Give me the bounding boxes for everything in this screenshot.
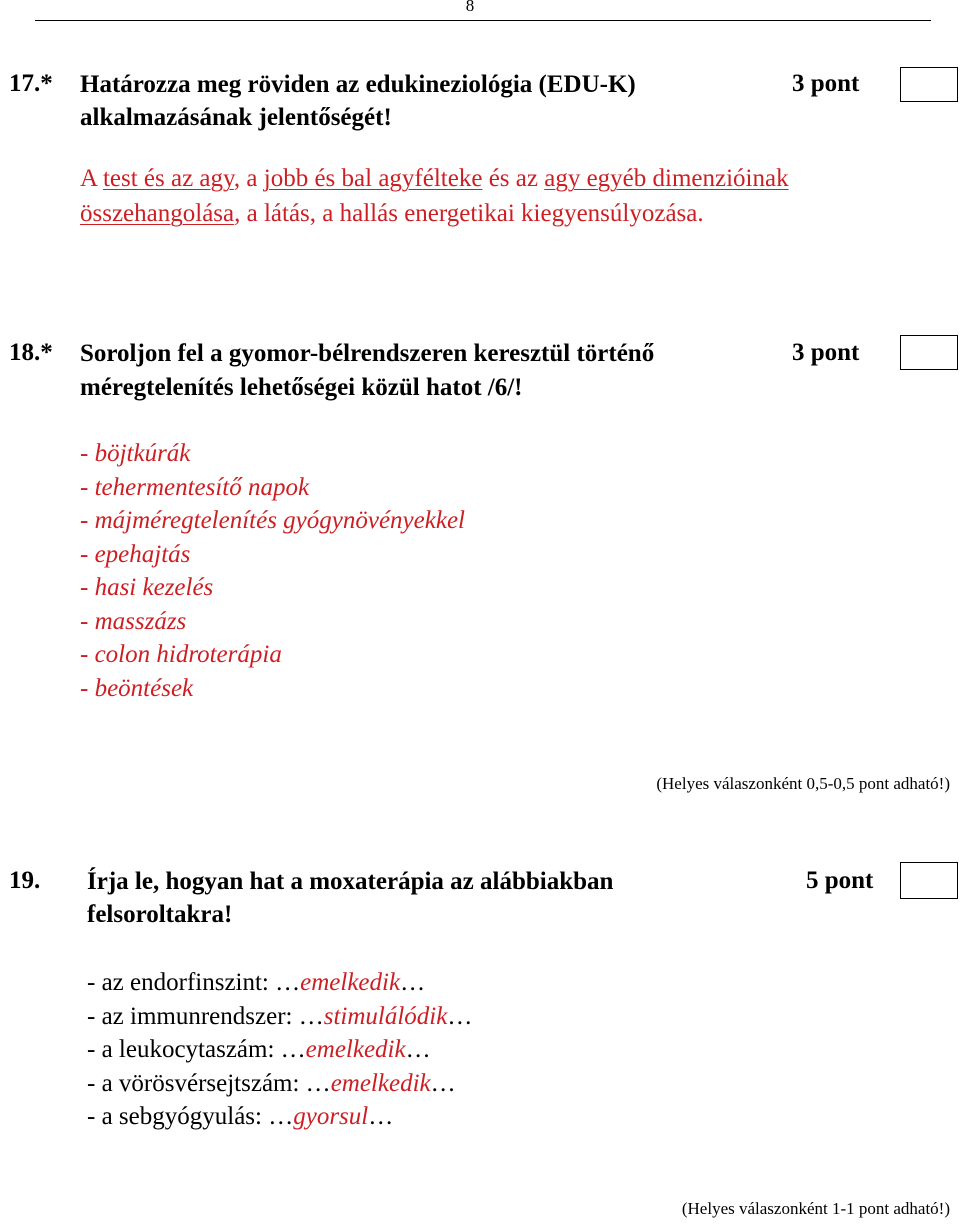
list-item: - hasi kezelés bbox=[80, 574, 214, 601]
list-item: - epehajtás bbox=[80, 540, 191, 568]
question-17-title-line1: Határozza meg röviden az edukineziológia (EDU-K) bbox=[80, 71, 636, 98]
item-answer: gyorsul bbox=[293, 1103, 369, 1131]
item-label: - a vörösvérsejtszám: … bbox=[87, 1069, 331, 1097]
answer-underlined-phrase: jobb és bal agyfélteke bbox=[263, 165, 483, 192]
question-19-score-box[interactable] bbox=[900, 862, 958, 899]
answer-text: és az bbox=[482, 165, 545, 192]
list-item bbox=[87, 1000, 472, 1034]
question-19-title-line2: felsoroltakra! bbox=[87, 901, 233, 928]
list-item: - májméregtelenítés gyógynövényekkel bbox=[80, 507, 465, 534]
header-rule bbox=[35, 20, 931, 21]
question-19-number: 19. bbox=[9, 867, 41, 894]
list-item: - tehermentesítő napok bbox=[80, 473, 310, 501]
question-19-title-line1: Írja le, hogyan hat a moxaterápia az alábbiakban bbox=[87, 868, 614, 895]
list-item: - colon hidroterápia bbox=[80, 641, 282, 668]
list-item: - masszázs bbox=[80, 607, 187, 635]
item-label: - a leukocytaszám: … bbox=[87, 1036, 306, 1064]
item-answer: emelkedik bbox=[300, 969, 401, 996]
item-answer: emelkedik bbox=[305, 1036, 406, 1064]
item-ellipsis: … bbox=[430, 1069, 456, 1097]
question-17-title-line2: alkalmazásának jelentőségét! bbox=[80, 104, 392, 131]
question-17-number: 17.* bbox=[9, 70, 53, 97]
item-ellipsis: … bbox=[368, 1103, 394, 1131]
list-item bbox=[87, 1033, 472, 1067]
question-18-title-line1: Soroljon fel a gyomor-bélrendszeren keresztül történő bbox=[80, 340, 655, 367]
question-19-points: 5 pont bbox=[806, 867, 874, 894]
question-18-number: 18.* bbox=[9, 339, 53, 366]
page-number: 8 bbox=[465, 0, 475, 15]
answer-underlined-phrase: test és az agy bbox=[102, 165, 234, 192]
question-18-answer-list bbox=[80, 437, 465, 705]
item-answer: emelkedik bbox=[330, 1069, 431, 1097]
answer-text: , a látás, a hallás energetikai kiegyensúlyozása. bbox=[234, 200, 704, 227]
item-ellipsis: … bbox=[447, 1002, 473, 1030]
question-19-answer-list bbox=[87, 966, 472, 1134]
item-label: - az endorfinszint: … bbox=[87, 969, 301, 996]
question-18-title-line2: méregtelenítés lehetőségei közül hatot /6/! bbox=[80, 374, 523, 401]
answer-text: , a bbox=[233, 165, 264, 192]
question-17-answer-line2 bbox=[80, 197, 704, 232]
question-18-points: 3 pont bbox=[792, 339, 860, 366]
list-item bbox=[87, 1100, 472, 1134]
question-17-answer-line1 bbox=[80, 162, 789, 197]
list-item: - beöntések bbox=[80, 674, 194, 702]
answer-underlined-phrase: összehangolása bbox=[80, 200, 235, 227]
item-ellipsis: … bbox=[400, 969, 426, 996]
list-item bbox=[87, 966, 472, 1000]
question-17-score-box[interactable] bbox=[900, 67, 958, 102]
item-ellipsis: … bbox=[405, 1036, 431, 1064]
question-17-points: 3 pont bbox=[792, 70, 860, 97]
question-18-score-box[interactable] bbox=[900, 335, 958, 370]
answer-underlined-phrase: agy egyéb dimenzióinak bbox=[544, 165, 789, 192]
answer-text: A bbox=[80, 165, 103, 192]
question-18-scoring-note: (Helyes válaszonként 0,5-0,5 pont adható!) bbox=[656, 774, 950, 793]
question-19-scoring-note: (Helyes válaszonként 1-1 pont adható!) bbox=[681, 1199, 950, 1218]
list-item: - böjtkúrák bbox=[80, 440, 191, 467]
item-label: - az immunrendszer: … bbox=[87, 1002, 324, 1030]
list-item bbox=[87, 1067, 472, 1101]
item-label: - a sebgyógyulás: … bbox=[87, 1103, 294, 1131]
item-answer: stimulálódik bbox=[323, 1002, 448, 1030]
